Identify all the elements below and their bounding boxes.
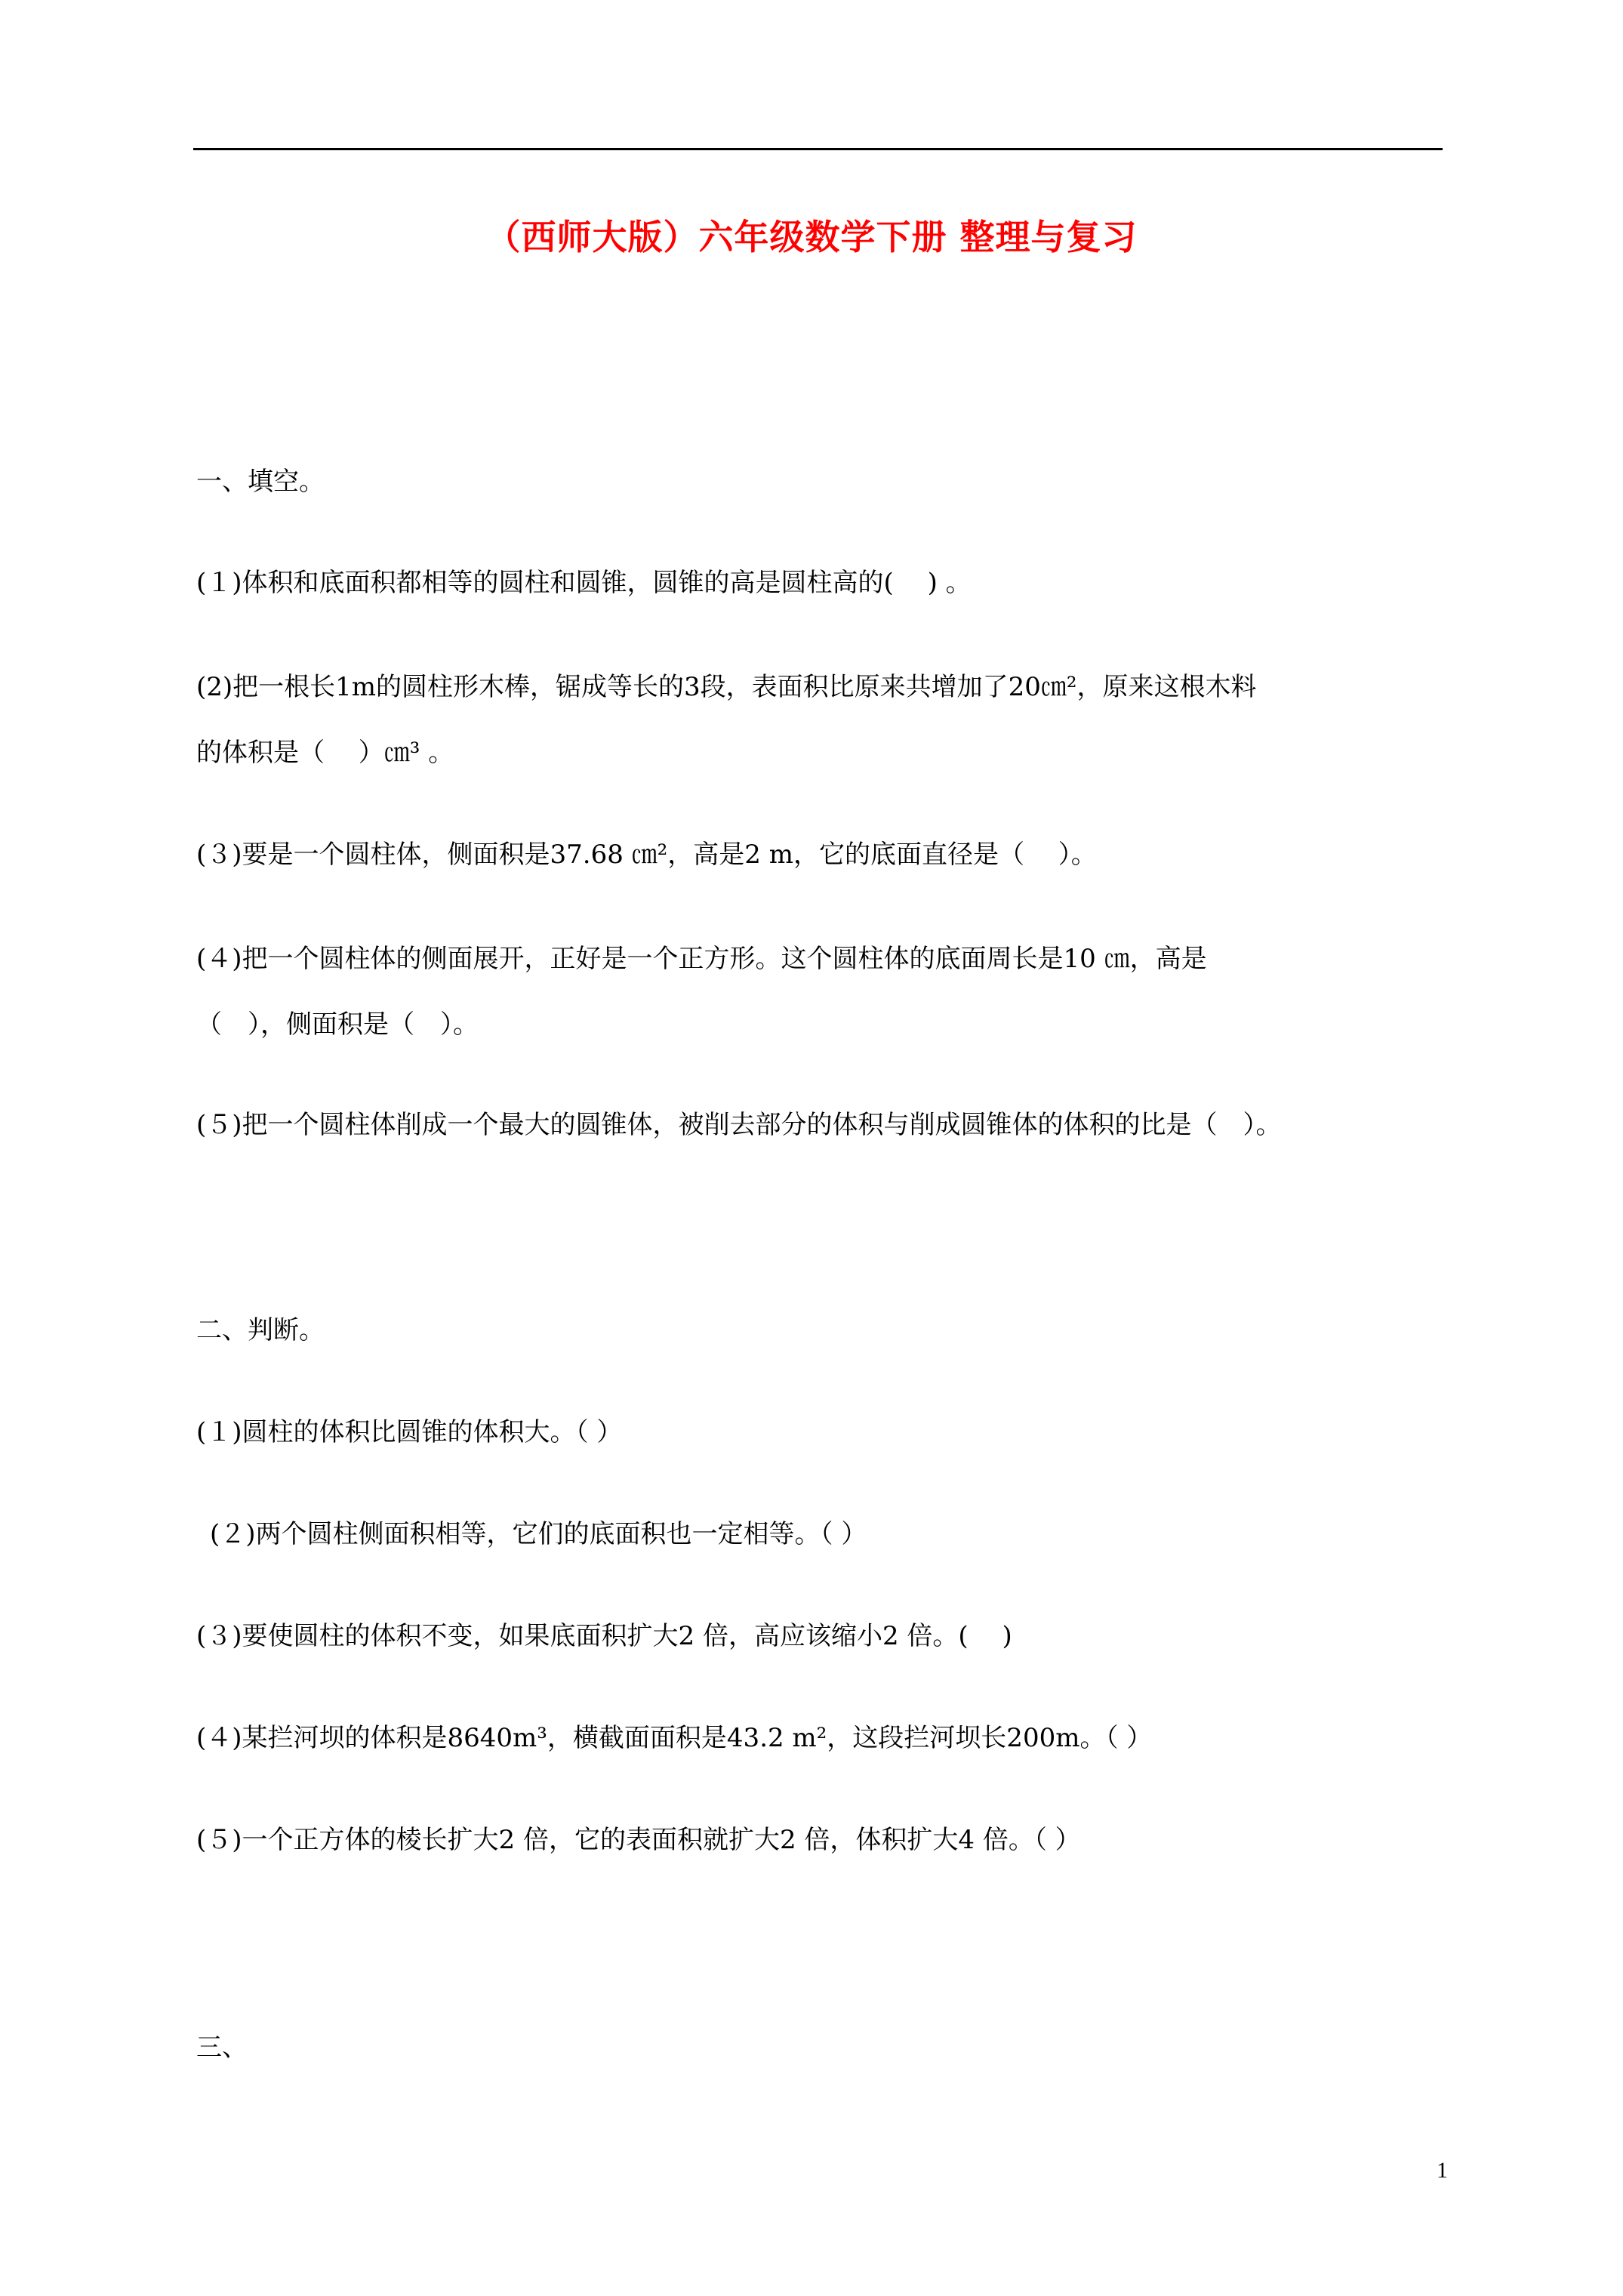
fill-in-question-1: (１)体积和底面积都相等的圆柱和圆锥，圆锥的高是圆柱高的( ) 。 — [196, 568, 972, 598]
fill-in-question-5: (５)把一个圆柱体削成一个最大的圆锥体，被削去部分的体积与削成圆锥体的体积的比是（ ）。 — [196, 1110, 1282, 1140]
fill-in-question-3: (３)要是一个圆柱体，侧面积是37.68 ㎝²，高是2 m，它的底面直径是（ ）。 — [196, 840, 1097, 870]
fill-in-question-4-line-2: （ ），侧面积是（ ）。 — [196, 1009, 479, 1040]
section-heading-three: 三、 — [196, 2032, 248, 2063]
fill-in-question-2-line-2: 的体积是（ ）㎝³ 。 — [196, 738, 454, 768]
fill-in-question-2-line-1: (2)把一根长1m的圆柱形木棒，锯成等长的3段，表面积比原来共增加了20㎝²，原来这根木料 — [196, 672, 1257, 702]
true-false-question-3: (３)要使圆柱的体积不变，如果底面积扩大2 倍，高应该缩小2 倍。( ) — [196, 1621, 1012, 1651]
page-number: 1 — [1437, 2158, 1448, 2183]
section-heading-true-false: 二、判断。 — [196, 1315, 325, 1345]
true-false-question-2: (２)两个圆柱侧面积相等，它们的底面积也一定相等。（ ） — [210, 1519, 867, 1549]
true-false-question-1: (１)圆柱的体积比圆锥的体积大。（ ） — [196, 1417, 623, 1447]
true-false-question-4: (４)某拦河坝的体积是8640m³，横截面面积是43.2 m²，这段拦河坝长200m。（ ） — [196, 1723, 1153, 1753]
document-title: （西师大版）六年级数学下册 整理与复习 — [485, 217, 1138, 257]
fill-in-question-4-line-1: (４)把一个圆柱体的侧面展开，正好是一个正方形。这个圆柱体的底面周长是10 ㎝，高是 — [196, 944, 1207, 974]
section-heading-fill-in: 一、填空。 — [196, 467, 325, 497]
header-rule — [193, 148, 1443, 150]
true-false-question-5: (５)一个正方体的棱长扩大2 倍，它的表面积就扩大2 倍，体积扩大4 倍。（ ） — [196, 1825, 1081, 1855]
